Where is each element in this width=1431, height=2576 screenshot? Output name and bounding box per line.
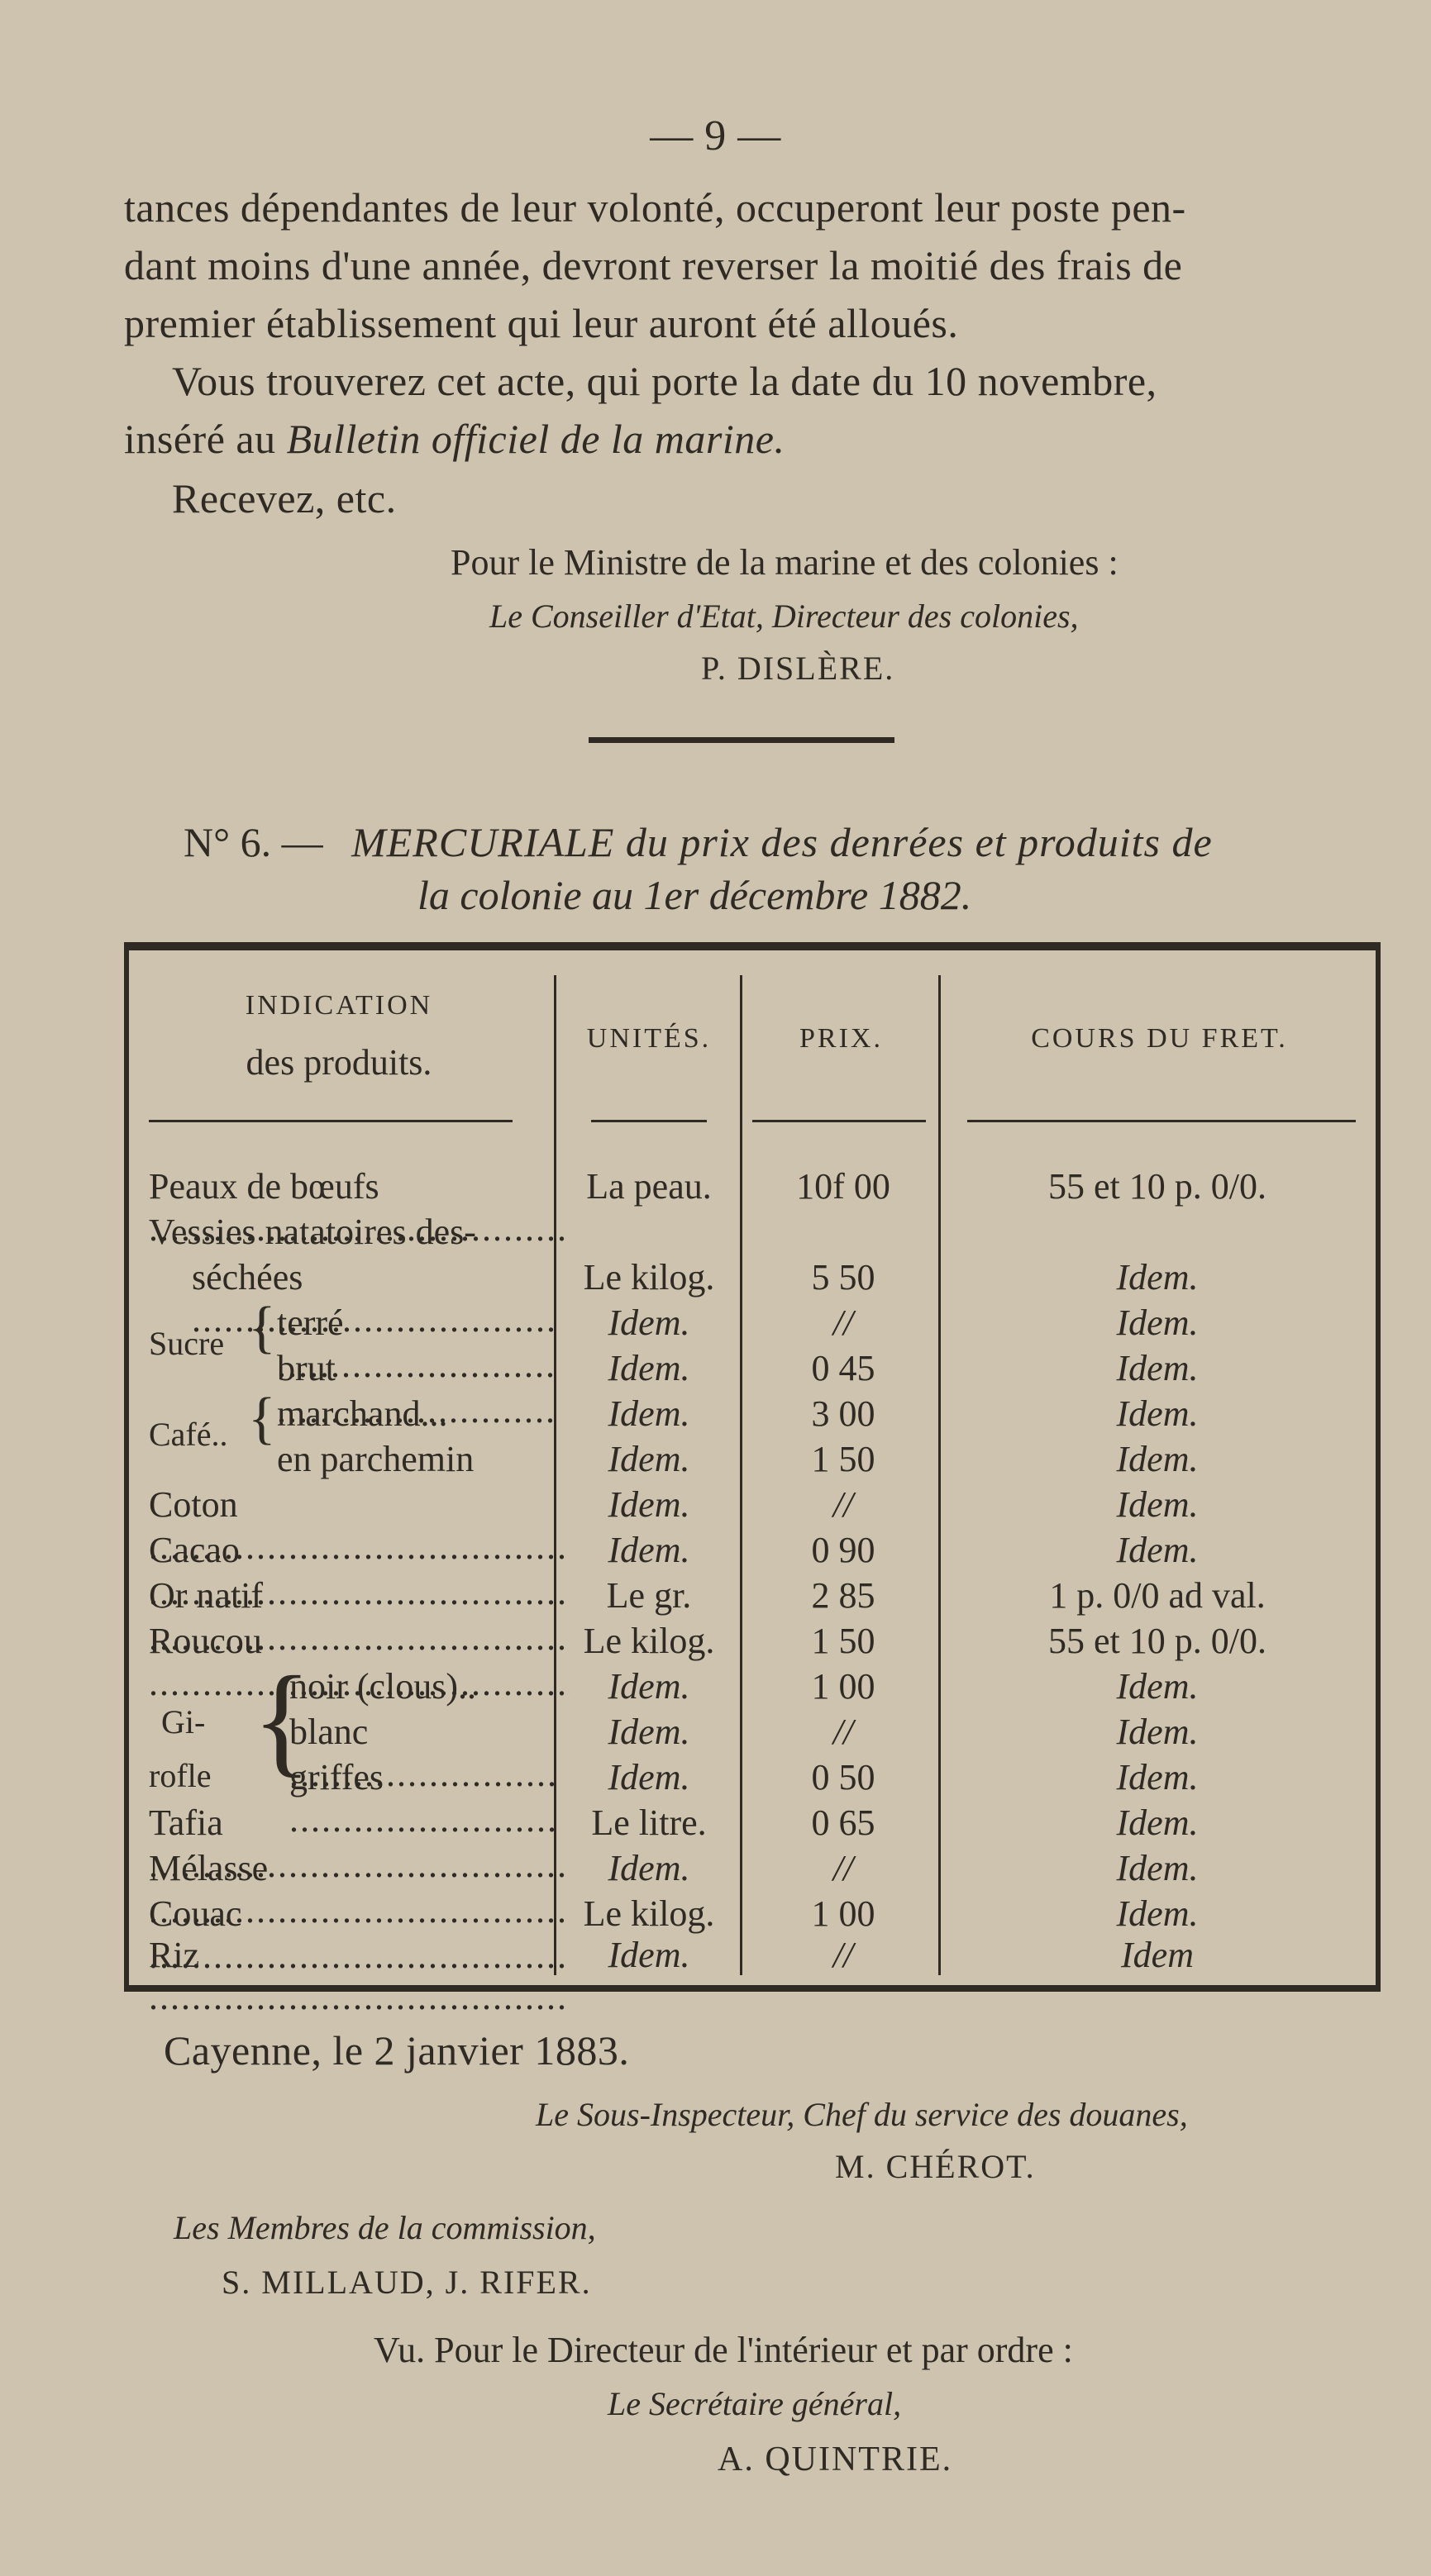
prix-cell: 3 00 — [811, 1393, 875, 1434]
section-heading: MERCURIALE du prix des denrées et produits de — [351, 819, 1213, 865]
cours-cell: Idem. — [1116, 1484, 1199, 1525]
cours-cell: Idem. — [1116, 1757, 1199, 1797]
header-underline-4 — [967, 1120, 1356, 1122]
produit-cell: Peaux de bœufs ..... — [149, 1165, 570, 1250]
table-row — [124, 1756, 1381, 1799]
cours-cell: 55 et 10 p. 0/0. — [1048, 1166, 1266, 1207]
secretary-name: A. QUINTRIE. — [718, 2440, 953, 2478]
prix-cell: 10f 00 — [796, 1166, 890, 1207]
prix-cell: 1 00 — [811, 1893, 875, 1934]
group-label-cafe: Café.. — [149, 1416, 228, 1453]
table-row — [124, 1438, 1381, 1481]
produit-cell: Coton ..... — [149, 1483, 570, 1568]
produit-cell: Or natif ..... — [149, 1574, 570, 1659]
place-date: Cayenne, le 2 janvier 1883. — [164, 2027, 630, 2074]
mercuriale-table — [124, 942, 1381, 1992]
prix-cell: // — [832, 1712, 854, 1752]
group-label-girofle-1: Gi- — [161, 1703, 206, 1740]
produit-cell: noir (clous).. — [289, 1666, 477, 1707]
unite-cell: Le litre. — [591, 1802, 707, 1843]
intro-line-3: premier établissement qui leur auront été alloués. — [124, 300, 959, 346]
cours-cell: Idem. — [1116, 1802, 1199, 1843]
unite-cell: Idem. — [608, 1393, 690, 1434]
section-number: N° 6. — — [184, 819, 323, 865]
header-underline-3 — [752, 1120, 926, 1122]
produit-cell: séchées ..... — [192, 1256, 556, 1340]
table-row — [124, 1302, 1381, 1345]
prix-cell: 5 50 — [811, 1257, 875, 1298]
vu-line: Vu. Pour le Directeur de l'intérieur et par ordre : — [374, 2330, 1073, 2370]
produit-cell: Mélasse ..... — [149, 1847, 570, 1931]
unite-cell: Le gr. — [606, 1575, 692, 1616]
cours-cell: Idem. — [1116, 1393, 1199, 1434]
brace-cafe: { — [248, 1387, 276, 1450]
unite-cell: Idem. — [608, 1757, 690, 1797]
prix-cell: 0 50 — [811, 1757, 875, 1797]
notice-line-2 — [124, 415, 785, 463]
cours-cell: Idem. — [1116, 1848, 1199, 1888]
produit-cell: brut ..... — [277, 1347, 556, 1431]
intro-line-2: dant moins d'une année, devront reverser la moitié des frais de — [124, 242, 1183, 288]
produit-cell: blanc ..... — [289, 1711, 556, 1795]
commission-names: S. MILLAUD, J. RIFER. — [222, 2264, 592, 2301]
header-cours-du-fret: COURS DU FRET. — [1031, 1023, 1288, 1054]
produit-cell: Tafia ..... — [149, 1802, 570, 1886]
prix-cell: 1 50 — [811, 1621, 875, 1661]
prix-cell: 1 00 — [811, 1666, 875, 1707]
cours-cell: Idem. — [1116, 1257, 1199, 1298]
produit-cell: Cacao ..... — [149, 1529, 570, 1613]
prix-cell: // — [832, 1302, 854, 1343]
unite-cell: Idem. — [608, 1848, 690, 1888]
header-underline-2 — [591, 1120, 707, 1122]
page-number: — 9 — — [650, 112, 781, 160]
cours-cell: 55 et 10 p. 0/0. — [1048, 1621, 1266, 1661]
unite-cell: Idem. — [608, 1439, 690, 1479]
prix-cell: 2 85 — [811, 1575, 875, 1616]
table-row — [124, 1529, 1381, 1572]
produit-cell: Riz ..... — [149, 1934, 570, 2018]
brace-sucre: { — [248, 1296, 276, 1359]
inspector-name: M. CHÉROT. — [835, 2148, 1036, 2185]
unite-cell: Le kilog. — [583, 1621, 715, 1661]
unite-cell: La peau. — [586, 1166, 712, 1207]
bulletin-title: Bulletin officiel de la marine. — [286, 416, 785, 462]
prix-cell: // — [832, 1935, 854, 1975]
cours-cell: Idem. — [1116, 1302, 1199, 1343]
cours-cell: Idem. — [1116, 1439, 1199, 1479]
unite-cell: Idem. — [608, 1484, 690, 1525]
signatory-title: Le Conseiller d'Etat, Directeur des colonies, — [489, 598, 1079, 635]
table-row — [124, 1711, 1381, 1754]
commission-title: Les Membres de la commission, — [174, 2209, 596, 2246]
produit-cell: terré ..... — [277, 1302, 556, 1386]
header-unites: UNITÉS. — [586, 1023, 712, 1054]
cours-cell: Idem. — [1116, 1666, 1199, 1707]
produit-cell: Vessies natatoires des- — [149, 1212, 476, 1252]
header-prix: PRIX. — [799, 1023, 883, 1054]
table-row — [124, 1574, 1381, 1617]
section-heading-line-2: la colonie au 1er décembre 1882. — [417, 872, 972, 918]
prix-cell: 0 45 — [811, 1348, 875, 1388]
prix-cell: // — [832, 1484, 854, 1525]
produit-cell: Couac ..... — [149, 1893, 570, 1977]
header-des-produits: des produits. — [246, 1042, 432, 1083]
table-row — [124, 1934, 1381, 1977]
prix-cell: // — [832, 1848, 854, 1888]
unite-cell: Idem. — [608, 1712, 690, 1752]
section-heading-line-1 — [184, 818, 1213, 866]
cours-cell: Idem. — [1116, 1348, 1199, 1388]
produit-cell: en parchemin — [277, 1439, 475, 1479]
table-row — [124, 1483, 1381, 1526]
table-row — [124, 1256, 1381, 1299]
brace-girofle: { — [252, 1651, 312, 1788]
table-row — [124, 1847, 1381, 1890]
for-minister-line: Pour le Ministre de la marine et des colonies : — [451, 542, 1119, 583]
unite-cell: Le kilog. — [583, 1257, 715, 1298]
group-label-sucre: Sucre — [149, 1325, 225, 1362]
table-row — [124, 1802, 1381, 1845]
produit-cell: Roucou ..... — [149, 1620, 570, 1704]
header-underline-1 — [149, 1120, 513, 1122]
table-row — [124, 1211, 1381, 1254]
unite-cell: Idem. — [608, 1302, 690, 1343]
table-row — [124, 1165, 1381, 1208]
unite-cell: Idem. — [608, 1935, 690, 1975]
cours-cell: 1 p. 0/0 ad val. — [1049, 1575, 1266, 1616]
table-row — [124, 1347, 1381, 1390]
cours-cell: Idem. — [1116, 1712, 1199, 1752]
closing-formula: Recevez, etc. — [172, 475, 397, 521]
unite-cell: Idem. — [608, 1530, 690, 1570]
inspector-title: Le Sous-Inspecteur, Chef du service des douanes, — [536, 2096, 1188, 2133]
produit-cell: griffes ..... — [289, 1756, 556, 1840]
table-top-border — [124, 942, 1381, 950]
group-label-girofle-2: rofle — [149, 1757, 212, 1794]
secretary-title: Le Secrétaire général, — [608, 2385, 902, 2422]
signatory-name: P. DISLÈRE. — [701, 650, 895, 687]
table-row — [124, 1665, 1381, 1708]
notice-line-1: Vous trouverez cet acte, qui porte la date du 10 novembre, — [172, 358, 1157, 404]
prix-cell: 0 90 — [811, 1530, 875, 1570]
table-row — [124, 1620, 1381, 1663]
header-indication: INDICATION — [245, 990, 433, 1021]
produit-cell: marchand... — [277, 1393, 448, 1434]
cours-cell: Idem. — [1116, 1893, 1199, 1934]
cours-cell: Idem. — [1116, 1530, 1199, 1570]
intro-line-1: tances dépendantes de leur volonté, occuperont leur poste pen- — [124, 184, 1186, 231]
prix-cell: 0 65 — [811, 1802, 875, 1843]
unite-cell: Idem. — [608, 1348, 690, 1388]
prix-cell: 1 50 — [811, 1439, 875, 1479]
notice-prefix: inséré au — [124, 416, 287, 462]
table-row — [124, 1893, 1381, 1936]
separator-rule — [589, 737, 894, 743]
cours-cell: Idem — [1121, 1935, 1194, 1975]
unite-cell: Idem. — [608, 1666, 690, 1707]
table-row — [124, 1393, 1381, 1436]
unite-cell: Le kilog. — [583, 1893, 715, 1934]
